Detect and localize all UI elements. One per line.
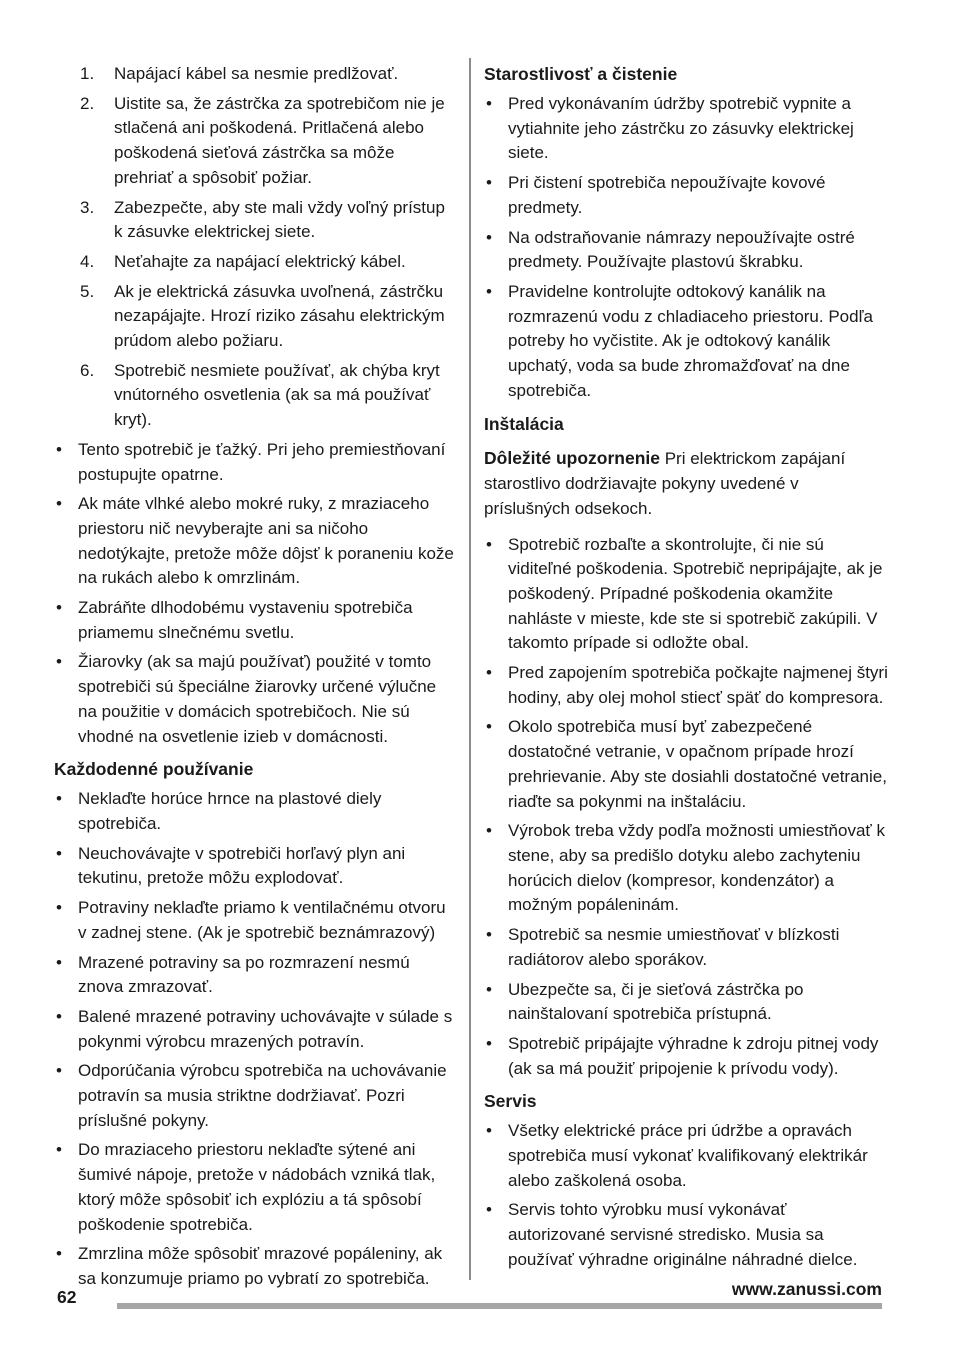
bullet-icon: • <box>486 281 492 301</box>
bullet-icon: • <box>56 598 62 618</box>
list-number: 5. <box>80 281 95 301</box>
bullet-icon: • <box>56 843 62 863</box>
bullet-icon: • <box>56 652 62 672</box>
list-item <box>484 280 888 404</box>
list-item <box>54 280 458 354</box>
list-item-text: Pravidelne kontrolujte odtokový kanálik na rozmrazenú vodu z chladiaceho priestoru. Podľa potreby ho vyčistite. Ak je odtokový kanálik upchatý, voda sa bude zhromažďovať na dne spotrebiča. <box>508 281 873 400</box>
list-number: 2. <box>80 93 95 113</box>
list-item <box>484 715 888 814</box>
list-item <box>54 196 458 245</box>
list-item-text: Neklaďte horúce hrnce na plastové diely spotrebiča. <box>78 789 382 833</box>
list-number: 1. <box>80 64 95 83</box>
bullet-icon: • <box>486 1121 492 1141</box>
section-heading-care-cleaning: Starostlivosť a čistenie <box>484 64 678 84</box>
bullet-icon: • <box>56 439 62 459</box>
list-item-text: Zabezpečte, aby ste mali vždy voľný prístup k zásuvke elektrickej siete. <box>114 197 445 242</box>
bullet-icon: • <box>486 173 492 193</box>
column-divider <box>469 58 471 1280</box>
list-item <box>484 171 888 220</box>
list-item <box>484 819 888 918</box>
list-item-text: Pri čistení spotrebiča nepoužívajte kovové predmety. <box>508 173 826 217</box>
bullet-icon: • <box>56 1006 62 1026</box>
list-item <box>54 787 458 836</box>
list-item <box>484 92 888 166</box>
bullet-icon: • <box>486 227 492 247</box>
list-item <box>54 92 458 191</box>
bullet-icon: • <box>56 952 62 972</box>
list-item <box>484 1119 888 1193</box>
footer-rule <box>117 1303 882 1309</box>
list-item-text: Ubezpečte sa, či je sieťová zástrčka po nainštalovaní spotrebiča prístupná. <box>508 979 804 1024</box>
list-number: 3. <box>80 197 95 217</box>
list-item <box>54 62 458 87</box>
bullet-icon: • <box>486 979 492 999</box>
list-item-text: Spotrebič sa nesmie umiestňovať v blízkosti radiátorov alebo sporákov. <box>508 925 840 969</box>
bullet-icon: • <box>56 1140 62 1160</box>
list-item <box>54 951 458 1000</box>
section-heading-installation: Inštalácia <box>484 414 564 435</box>
list-item-text: Výrobok treba vždy podľa možnosti umiestňovať k stene, aby sa predišlo dotyku alebo zachyteniu horúcich dielov (kompresor, kondenzátor) a možným popáleninám. <box>508 821 886 915</box>
list-item <box>54 438 458 487</box>
bullet-icon: • <box>486 663 492 683</box>
list-item-text: Napájací kábel sa nesmie predlžovať. <box>114 64 399 83</box>
list-item <box>54 1242 458 1291</box>
list-item <box>54 896 458 945</box>
list-item <box>54 359 458 433</box>
bullet-icon: • <box>486 94 492 113</box>
list-item <box>54 1059 458 1133</box>
bullet-icon: • <box>56 789 62 809</box>
list-item-text: Zabráňte dlhodobému vystaveniu spotrebiča priamemu slnečnému svetlu. <box>78 598 413 642</box>
list-item-text: Žiarovky (ak sa majú používať) použité v tomto spotrebiči sú špeciálne žiarovky určené výlučne na použitie v domácich spotrebičoch. Nie sú vhodné na osvetlenie izieb v domácnosti. <box>78 652 437 746</box>
list-item-text: Pred zapojením spotrebiča počkajte najmenej štyri hodiny, aby olej mohol stiecť späť do kompresora. <box>508 663 888 707</box>
list-item <box>54 492 458 591</box>
list-item-text: Tento spotrebič je ťažký. Pri jeho premiestňovaní postupujte opatrne. <box>78 439 446 484</box>
right-column <box>484 62 888 1273</box>
numbered-list <box>54 62 458 433</box>
bullet-icon: • <box>486 717 492 737</box>
list-item-text: Do mraziaceho priestoru neklaďte sýtené ani šumivé nápoje, pretože v nádobách vzniká tlak, ktorý môže spôsobiť ich explóziu a tá spôsobí poškodenie spotrebiča. <box>78 1140 436 1234</box>
list-item <box>484 661 888 710</box>
bullet-icon: • <box>56 898 62 918</box>
list-item-text: Balené mrazené potraviny uchovávajte v súlade s pokynmi výrobcu mrazených potravín. <box>78 1006 453 1051</box>
bullet-icon: • <box>486 821 492 841</box>
bullet-icon: • <box>56 1061 62 1081</box>
list-item <box>484 226 888 275</box>
list-number: 4. <box>80 251 95 271</box>
section-heading-daily-use: Každodenné používanie <box>54 759 254 780</box>
bullet-icon: • <box>56 494 62 514</box>
list-item <box>484 533 888 657</box>
care-bullet-list <box>484 92 888 403</box>
page-number: 62 <box>57 1287 77 1307</box>
installation-bullet-list <box>484 533 888 1082</box>
list-item-text: Odporúčania výrobcu spotrebiča na uchovávanie potravín sa musia striktne dodržiavať. Pozri príslušné pokyny. <box>78 1061 447 1130</box>
bullet-icon: • <box>486 1200 492 1220</box>
list-item-text: Ak je elektrická zásuvka uvoľnená, zástrčku nezapájajte. Hrozí riziko zásahu elektrickým prúdom alebo požiaru. <box>114 281 445 351</box>
safety-bullet-list <box>54 438 458 749</box>
list-item-text: Neuchovávajte v spotrebiči horľavý plyn ani tekutinu, pretože môžu explodovať. <box>78 843 406 888</box>
list-item-text: Uistite sa, že zástrčka za spotrebičom nie je stlačená ani poškodená. Pritlačená alebo poškodená sieťová zástrčka sa môže prehriať a spôsobiť požiar. <box>114 93 445 187</box>
list-item-text: Ak máte vlhké alebo mokré ruky, z mraziaceho priestoru nič nevyberajte ani sa ničoho nedotýkajte, pretože môže dôjsť k poraneniu kože na rukách alebo k omrzlinám. <box>78 494 454 588</box>
list-item <box>54 650 458 749</box>
important-notice-label: Dôležité upozornenie <box>484 448 660 469</box>
list-item-text: Pred vykonávaním údržby spotrebič vypnite a vytiahnite jeho zástrčku zo zásuvky elektrickej siete. <box>508 94 854 163</box>
bullet-icon: • <box>486 534 492 554</box>
bullet-icon: • <box>56 1244 62 1264</box>
list-item-text: Spotrebič pripájajte výhradne k zdroju pitnej vody (ak sa má použiť pripojenie k prívodu vody). <box>508 1033 879 1078</box>
list-item <box>54 1138 458 1237</box>
list-item-text: Neťahajte za napájací elektrický kábel. <box>114 251 406 271</box>
bullet-icon: • <box>486 1033 492 1053</box>
bullet-icon: • <box>486 925 492 945</box>
list-item <box>54 250 458 275</box>
list-number: 6. <box>80 360 95 380</box>
list-item <box>54 842 458 891</box>
list-item <box>484 923 888 972</box>
list-item-text: Na odstraňovanie námrazy nepoužívajte ostré predmety. Používajte plastovú škrabku. <box>508 227 855 272</box>
list-item-text: Okolo spotrebiča musí byť zabezpečené dostatočné vetranie, v opačnom prípade hrozí prehrievanie. Aby ste dosiahli dostatočné vetranie, riaďte sa pokynmi na inštaláciu. <box>508 717 887 811</box>
important-notice <box>484 446 888 521</box>
list-item-text: Všetky elektrické práce pri údržbe a opravách spotrebiča musí vykonať kvalifikovaný elektrikár alebo zaškolená osoba. <box>508 1121 868 1190</box>
section-heading-service: Servis <box>484 1091 537 1112</box>
left-column <box>54 62 458 1292</box>
list-item <box>54 1005 458 1054</box>
list-item <box>484 978 888 1027</box>
daily-use-bullet-list <box>54 787 458 1291</box>
list-item-text: Zmrzlina môže spôsobiť mrazové popáleniny, ak sa konzumuje priamo po vybratí zo spotrebiča. <box>78 1244 443 1288</box>
list-item <box>54 596 458 645</box>
website-link[interactable]: www.zanussi.com <box>731 1279 882 1299</box>
important-notice-text: Pri elektrickom zapájaní starostlivo dodržiavajte pokyny uvedené v príslušných odsekoch. <box>484 449 846 518</box>
list-item-text: Mrazené potraviny sa po rozmrazení nesmú znova zmrazovať. <box>78 952 410 997</box>
list-item-text: Spotrebič rozbaľte a skontrolujte, či nie sú viditeľné poškodenia. Spotrebič nepripájajte, ak je poškodený. Prípadné poškodenia okamžite nahláste v mieste, kde ste si spotrebič zakúpili. V takomto prípade si odložte obal. <box>508 534 883 653</box>
service-bullet-list <box>484 1119 888 1272</box>
list-item-text: Servis tohto výrobku musí vykonávať autorizované servisné stredisko. Musia sa používať výhradne originálne náhradné dielce. <box>508 1200 858 1269</box>
list-item-text: Spotrebič nesmiete používať, ak chýba kryt vnútorného osvetlenia (ak sa má používať kryt). <box>114 360 440 430</box>
list-item-text: Potraviny neklaďte priamo k ventilačnému otvoru v zadnej stene. (Ak je spotrebič beznámrazový) <box>78 898 446 942</box>
list-item <box>484 1032 888 1081</box>
list-item <box>484 1198 888 1272</box>
